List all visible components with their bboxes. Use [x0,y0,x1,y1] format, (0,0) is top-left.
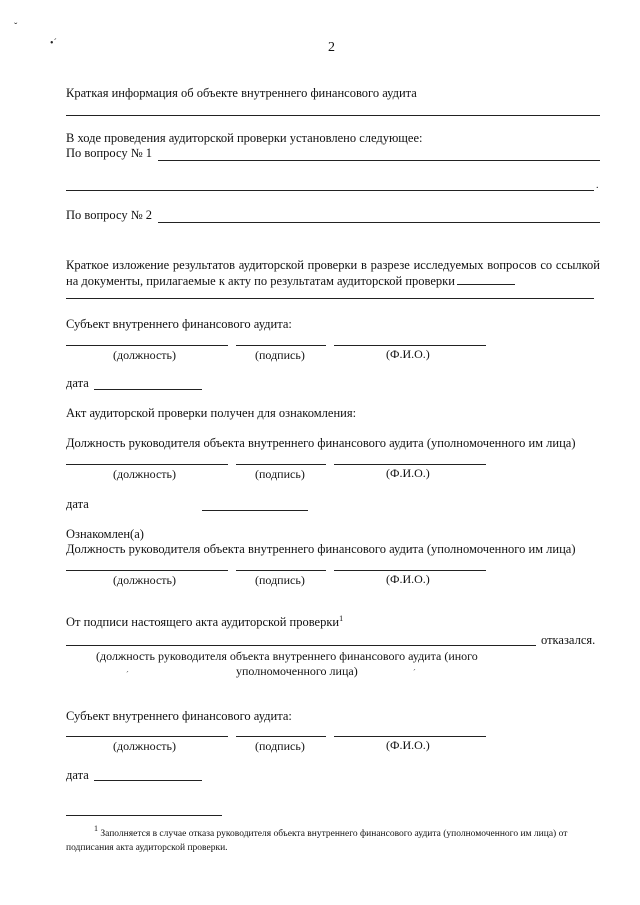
signature-line [236,345,326,346]
date-line [202,510,308,511]
position-line [66,570,228,571]
line-dot: . [596,180,599,191]
date-label: дата [66,768,89,782]
auditor-label: Субъект внутреннего финансового аудита: [66,317,292,331]
footnote-number: 1 [94,824,98,833]
question-2-label: По вопросу № 2 [66,208,153,222]
object-info-heading: Краткая информация об объекте внутреннего финансового аудита [66,86,417,100]
position-line [66,736,228,737]
name-line [334,736,486,737]
signature-line [236,736,326,737]
page-number: 2 [328,40,335,55]
question-1-line [158,160,600,161]
caption-signature: (подпись) [255,739,305,753]
footnote-mark: 1 [339,614,344,623]
footnote-separator [66,815,222,816]
refusal-caption-2: уполномоченного лица) [236,664,358,678]
question-2-line [158,222,600,223]
object-info-line [66,115,600,116]
name-line [334,345,486,346]
findings-intro: В ходе проведения аудиторской проверки установлено следующее: [66,131,423,145]
scan-mark: ˇ [14,22,18,33]
footnote [66,822,606,855]
refused-word: отказался. [541,633,596,647]
summary-line [66,298,594,299]
caption-name: (Ф.И.О.) [386,347,430,361]
head-position-text: Должность руководителя объекта внутреннего финансового аудита (уполномоченного им лица) [66,542,576,556]
caption-position: (должность) [113,573,176,587]
scan-mark: •´ [50,38,57,49]
name-line [334,570,486,571]
date-line [94,389,202,390]
summary-inline-line [457,284,515,285]
name-line [334,464,486,465]
question-1-line-2 [66,190,594,191]
refusal-line [66,645,536,646]
date-label: дата [66,497,89,511]
refusal-text: От подписи настоящего акта аудиторской проверки$^1$ [66,614,344,629]
caption-position: (должность) [113,467,176,481]
refusal-caption-1: (должность руководителя объекта внутреннего финансового аудита (иного [96,649,478,663]
scan-mark: ´ [126,670,129,679]
summary-paragraph [66,257,600,289]
caption-position: (должность) [113,348,176,362]
caption-name: (Ф.И.О.) [386,466,430,480]
scan-mark: ´ [413,668,416,677]
caption-position: (должность) [113,739,176,753]
footnote-text: Заполняется в случае отказа руководителя объекта внутреннего финансового аудита (уполномоченного им лица) от подписания акта аудиторской проверки. [66,829,568,853]
summary-text: Краткое изложение результатов аудиторской проверки в разрезе исследуемых вопросов со ссылкой на документы, прилагаемые к акту по результатам аудиторской проверки [66,258,600,288]
caption-signature: (подпись) [255,573,305,587]
signature-line [236,570,326,571]
auditor-label: Субъект внутреннего финансового аудита: [66,709,292,723]
date-label: дата [66,376,89,390]
acknowledged-label: Ознакомлен(а) [66,527,144,541]
position-line [66,345,228,346]
signature-line [236,464,326,465]
position-line [66,464,228,465]
caption-signature: (подпись) [255,348,305,362]
caption-signature: (подпись) [255,467,305,481]
head-position-text: Должность руководителя объекта внутреннего финансового аудита (уполномоченного им лица) [66,436,576,450]
received-text: Акт аудиторской проверки получен для ознакомления: [66,406,357,420]
question-1-label: По вопросу № 1 [66,146,153,160]
caption-name: (Ф.И.О.) [386,572,430,586]
caption-name: (Ф.И.О.) [386,738,430,752]
date-line [94,780,202,781]
